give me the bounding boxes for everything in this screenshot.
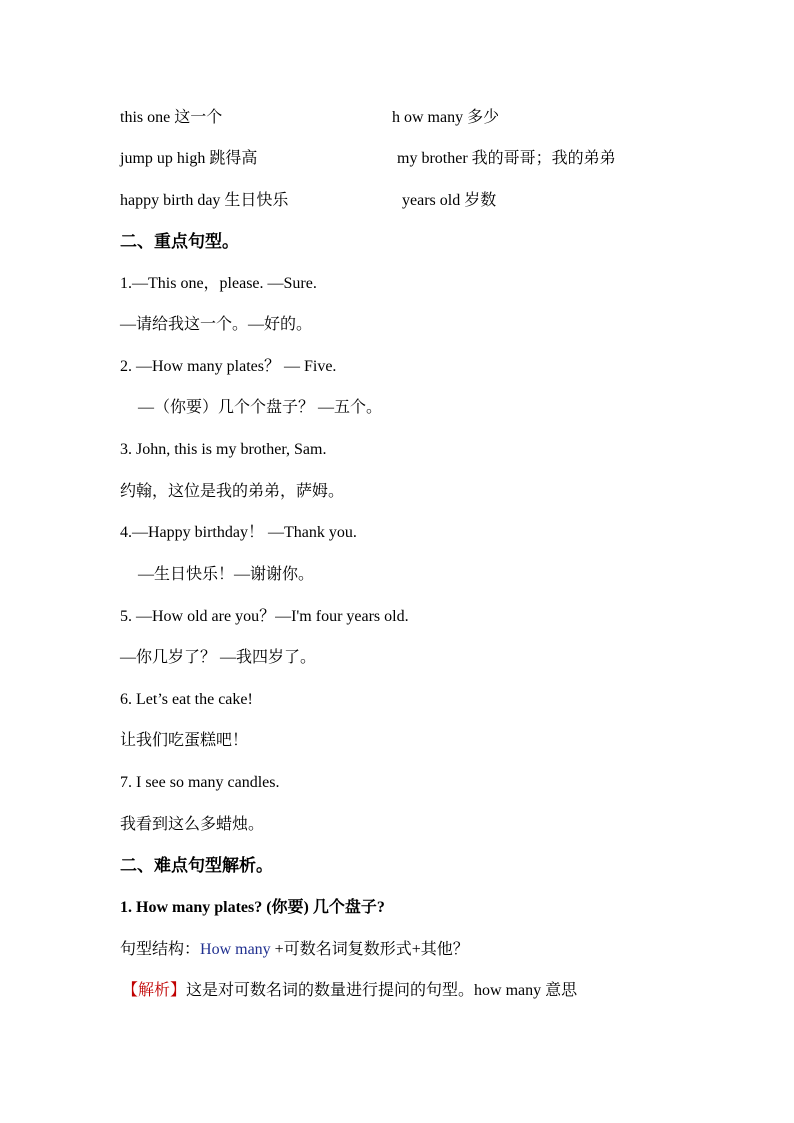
vocab-left-2: jump up high 跳得高	[120, 150, 258, 167]
sentence-2-zh: —（你要）几个个盘子？ —五个。	[138, 399, 383, 416]
section-heading-difficult-sentences: 二、难点句型解析。	[120, 856, 273, 876]
sentence-1-zh: —请给我这一个。—好的。	[120, 316, 313, 333]
structure-label: 句型结构：	[120, 941, 201, 958]
sentence-7-en: 7. I see so many candles.	[120, 774, 280, 791]
vocab-right-1: h ow many 多少	[392, 109, 500, 126]
sentence-5-en: 5. —How old are you？—I'm four years old.	[120, 608, 409, 625]
structure-line	[120, 939, 469, 961]
vocab-left-3: happy birth day 生日快乐	[120, 192, 289, 209]
sentence-6-en: 6. Let’s eat the cake!	[120, 691, 253, 708]
analysis-item-title: 1. How many plates? (你要) 几个盘子?	[120, 899, 385, 916]
sentence-4-en: 4.—Happy birthday！ —Thank you.	[120, 524, 357, 541]
structure-rest: +可数名词复数形式+其他？	[274, 941, 469, 958]
sentence-1-en: 1.—This one，please. —Sure.	[120, 275, 317, 292]
structure-highlight: How many	[200, 941, 275, 958]
section-heading-key-sentences: 二、重点句型。	[120, 232, 239, 252]
sentence-2-en: 2. —How many plates？ — Five.	[120, 358, 337, 375]
sentence-7-zh: 我看到这么多蜡烛。	[120, 816, 265, 833]
sentence-5-zh: —你几岁了？ —我四岁了。	[120, 649, 317, 666]
vocab-right-2: my brother 我的哥哥；我的弟弟	[397, 150, 616, 167]
jiexi-line	[122, 980, 577, 1002]
jiexi-text: 这是对可数名词的数量进行提问的句型。how many 意思	[186, 982, 578, 999]
sentence-3-en: 3. John, this is my brother, Sam.	[120, 441, 327, 458]
sentence-4-zh: —生日快乐！—谢谢你。	[138, 566, 315, 583]
jiexi-label: 【解析】	[122, 982, 187, 999]
vocab-right-3: years old 岁数	[402, 192, 497, 209]
sentence-6-zh: 让我们吃蛋糕吧！	[120, 732, 249, 749]
vocab-left-1: this one 这一个	[120, 109, 223, 126]
sentence-3-zh: 约翰，这位是我的弟弟，萨姆。	[120, 483, 345, 500]
